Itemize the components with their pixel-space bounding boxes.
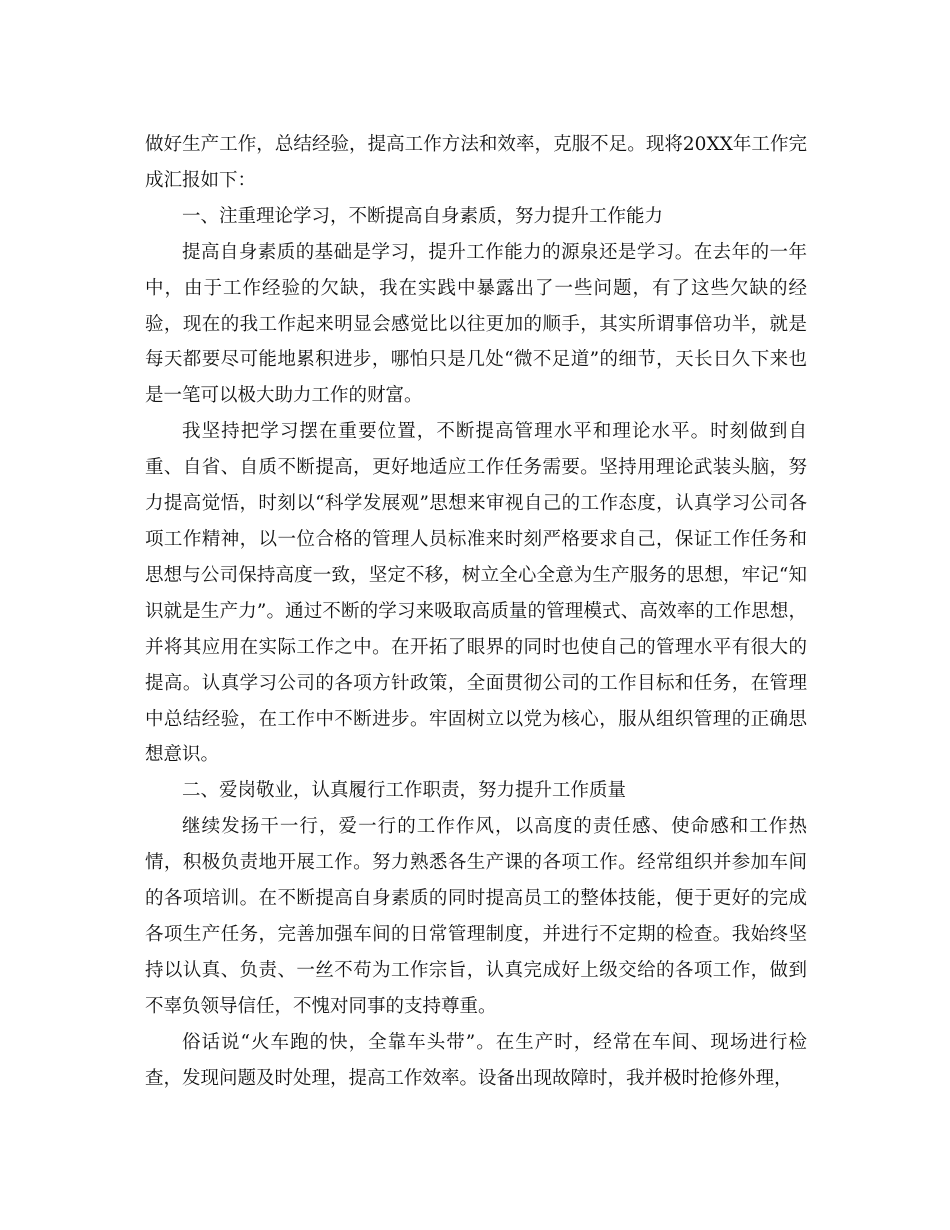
document-body — [145, 127, 807, 1096]
section-heading-1: 一、注重理论学习，不断提高自身素质，努力提升工作能力 — [182, 205, 664, 227]
intro-paragraph: 做好生产工作，总结经验，提高工作方法和效率，克服不足。现将20XX年工作完成汇报如下： — [145, 134, 807, 191]
body-paragraph-4: 俗话说“火车跑的快，全靠车头带”。在生产时，经常在车间、现场进行检查，发现问题及时处理，提高工作效率。设备出现故障时，我并极时抢修外理， — [145, 1031, 807, 1089]
body-paragraph-3: 继续发扬干一行，爱一行的工作作风，以高度的责任感、使命感和工作热情，积极负责地开展工作。努力熟悉各生产课的各项工作。经常组织并参加车间的各项培训。在不断提高自身素质的同时提高员工的整体技能，便于更好的完成各项生产任务，完善加强车间的日常管理制度，并进行不定期的检查。我始终坚持以认真、负责、一丝不苟为工作宗旨，认真完成好上级交给的各项工作，做到不辜负领导信任，不愧对同事的支持尊重。 — [145, 816, 807, 1017]
body-paragraph-1: 提高自身素质的基础是学习，提升工作能力的源泉还是学习。在去年的一年中，由于工作经验的欠缺，我在实践中暴露出了一些问题，有了这些欠缺的经验，现在的我工作起来明显会感觉比以往更加的顺手，其实所谓事倍功半，就是每天都要尽可能地累积进步，哪怕只是几处“微不足道”的细节，天长日久下来也是一笔可以极大助力工作的财富。 — [145, 241, 807, 407]
body-paragraph-2: 我坚持把学习摆在重要位置，不断提高管理水平和理论水平。时刻做到自重、自省、自质不断提高，更好地适应工作任务需要。坚持用理论武装头脑，努力提高觉悟，时刻以“科学发展观”思想来审视自己的工作态度，认真学习公司各项工作精神，以一位合格的管理人员标准来时刻严格要求自己，保证工作任务和思想与公司保持高度一致，坚定不移，树立全心全意为生产服务的思想，牢记“知识就是生产力”。通过不断的学习来吸取高质量的管理模式、高效率的工作思想，并将其应用在实际工作之中。在开拓了眼界的同时也使自己的管理水平有很大的提高。认真学习公司的各项方针政策，全面贯彻公司的工作目标和任务，在管理中总结经验，在工作中不断进步。牢固树立以党为核心，服从组织管理的正确思想意识。 — [145, 421, 807, 766]
section-heading-2: 二、爱岗敬业，认真履行工作职责，努力提升工作质量 — [182, 780, 627, 802]
